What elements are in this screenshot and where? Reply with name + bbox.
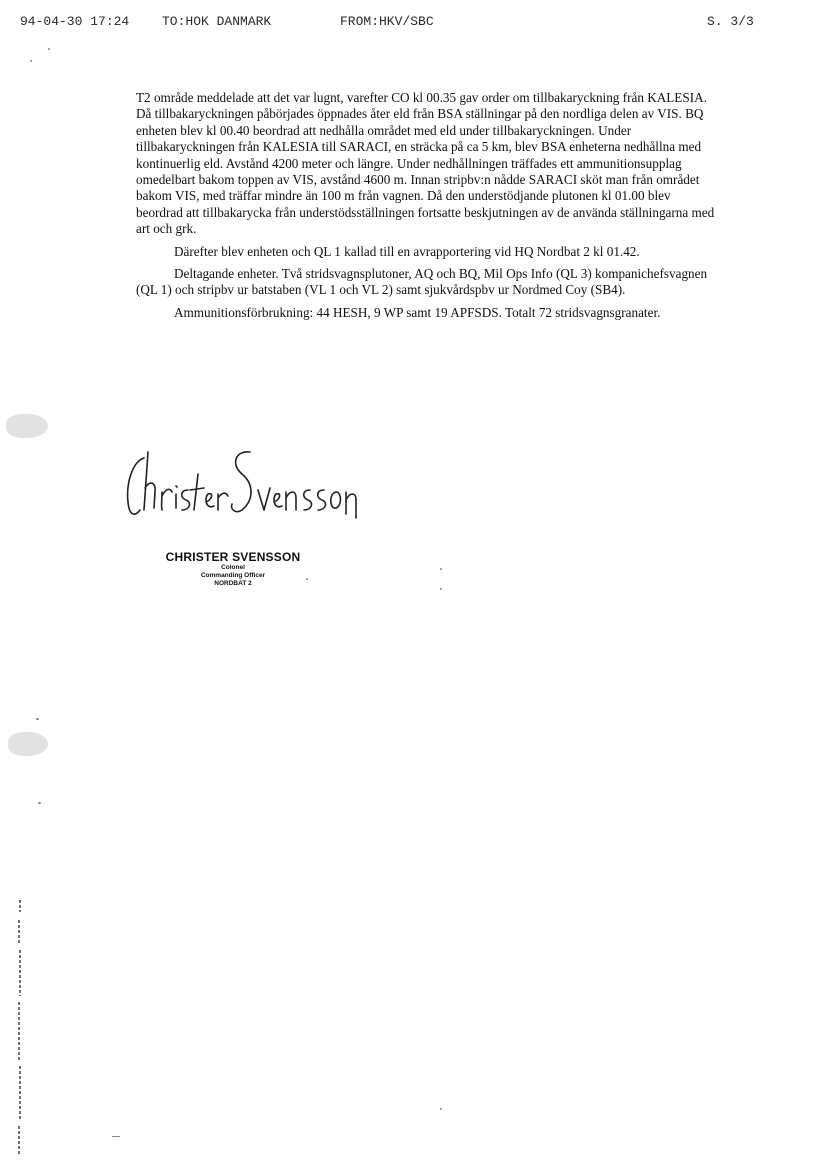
signatory-rank: Colonel (221, 564, 245, 571)
scan-speck (112, 1136, 120, 1137)
handwritten-signature (118, 440, 358, 530)
fax-header-to: TO:HOK DANMARK (162, 14, 272, 29)
scan-speck (440, 588, 442, 590)
scan-speck (36, 718, 39, 720)
scan-speck (440, 568, 442, 570)
scan-speck (440, 1108, 442, 1110)
body-paragraph-ammunition: Ammunitionsförbrukning: 44 HESH, 9 WP samt 19 APFSDS. Totalt 72 stridsvagnsgranater. (174, 304, 661, 320)
fax-header-from: FROM:HKV/SBC (340, 14, 434, 29)
scan-speck (306, 578, 308, 580)
scan-speck (38, 802, 41, 804)
report-body (136, 90, 720, 321)
scan-speck (30, 60, 32, 62)
scan-speck (48, 48, 50, 50)
scan-hole-punch-mark (8, 732, 48, 756)
fax-header-page-number: S. 3/3 (707, 14, 754, 29)
signatory-name: CHRISTER SVENSSON (165, 550, 301, 564)
signature-block (138, 550, 328, 588)
fax-header (0, 14, 828, 38)
signatory-title: Commanding Officer (200, 572, 266, 579)
signatory-unit: NORDBAT 2 (214, 580, 252, 587)
body-paragraph-debrief: Därefter blev enheten och QL 1 kallad till en avrapportering vid HQ Nordbat 2 kl 01.42. (174, 243, 640, 259)
body-paragraph-withdrawal: T2 område meddelade att det var lugnt, varefter CO kl 00.35 gav order om tillbakaryckning från KALESIA. Då tillbakaryckningen påbörjades öppnades åter eld från BSA ställningar på den nordliga delen av VIS. BQ enheten blev kl 00.40 beordrad att nedhålla området med eld under tillbakaryckningen. Under tillbakaryckningen från KALESIA till SARACI, en sträcka på ca 5 km, blev BSA enheterna nedhållna med kontinuerlig eld. Avstånd 4200 meter och längre. Under nedhållningen träffades ett ammunitionsupplag omedelbart bakom toppen av VIS, avstånd 4600 m. Innan stripbv:n nådde SARACI sköt man från området bakom VIS, med träffar mindre än 100 m från vagnen. Då den understödjande plutonen kl 01.00 blev beordrad att tillbakarycka från understödsställningen fortsatte beskjutningen av de använda ställningarna med art och grk. (136, 90, 715, 237)
fax-header-date-time: 94-04-30 17:24 (20, 14, 130, 29)
body-paragraph-participating-units: Deltagande enheter. Två stridsvagnsplutoner, AQ och BQ, Mil Ops Info (QL 3) kompanichefsvagnen (QL 1) och stripbv ur batstaben (VL 1 och VL 2) samt sjukvårdspbv ur Nordmed Coy (SB4). (136, 266, 708, 298)
scan-hole-punch-mark (6, 414, 48, 438)
scan-edge-artifact (18, 900, 22, 1156)
